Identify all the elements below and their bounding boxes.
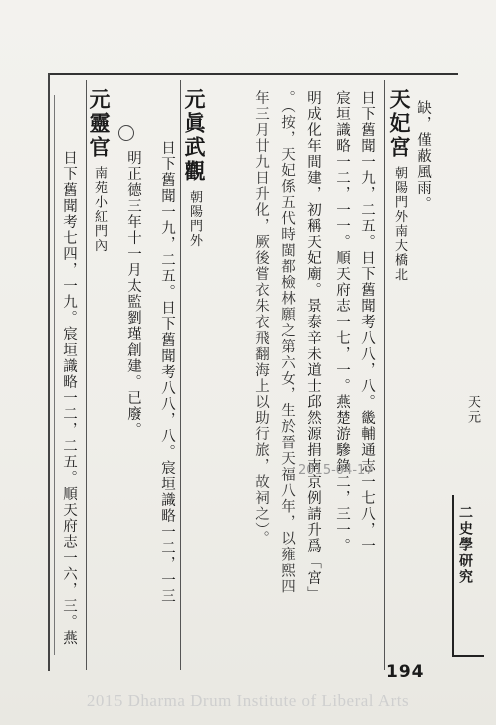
text-column: 年三月廿九日升化，厥後嘗衣朱衣飛翻海上以助行旅，故祠之）。 [253,90,269,547]
entry-heading-lingguan [88,88,110,648]
text-column: 明成化年間建，初稱天妃廟。景泰辛未道士邱然源捐南京例請升爲「宮」 [305,90,321,602]
text-column: 日下舊聞考七四，一九。宸垣識略一二，二五。順天府志一六，三。燕 [61,150,77,646]
volume-mark: 二 [457,505,473,521]
column-rule [384,80,385,670]
left-border-rule [48,73,50,671]
text-column: 日下舊聞一九，二五。日下舊聞考八八，八。宸垣識略一二，一三 [159,140,175,604]
inner-border-rule [54,95,55,655]
entry-heading-zhenwu [183,88,205,648]
date-stamp: 2015-04-17 [298,463,374,478]
series-title: 史學研究 [457,521,473,585]
entry-title-prefix: 元 [87,88,112,112]
entry-title-prefix: 元 [182,88,207,112]
entry-location: 南苑小紅門內 [92,166,107,253]
entry-location: 朝陽門外南大橋北 [392,166,407,282]
text-column: 宸垣識略一二，一一。順天府志一七，一。燕楚游驂錄二，三一。 [334,90,350,554]
running-head-series [455,505,475,585]
text-column: 。（按，天妃係五代時閩都檢林願之第六女，生於晉天福八年，以雍熙四 [279,90,295,595]
column-rule [86,80,87,670]
entry-title: 靈官 [87,112,112,160]
page-number: 194 [386,662,425,682]
entry-heading-tianfei [388,88,410,648]
bleed-through-left [0,86,36,686]
watermark-footer: 2015 Dharma Drum Institute of Liberal Arts [86,691,410,710]
entry-location: 朝陽門外 [187,190,202,248]
text-column: 缺，僅蔽風雨。 [415,100,431,212]
entry-title: 眞武觀 [182,112,207,184]
text-column: 日下舊聞一九，二五。日下舊聞考八八，八。畿輔通志一七八，一 [359,90,375,554]
column-rule [180,80,181,670]
running-head-section: 天元 [465,395,480,425]
text-column: 明正德三年十一月太監劉瑾創建。已廢。 [125,150,141,438]
entry-title: 天妃宮 [387,88,412,160]
circled-note-icon [118,125,134,141]
